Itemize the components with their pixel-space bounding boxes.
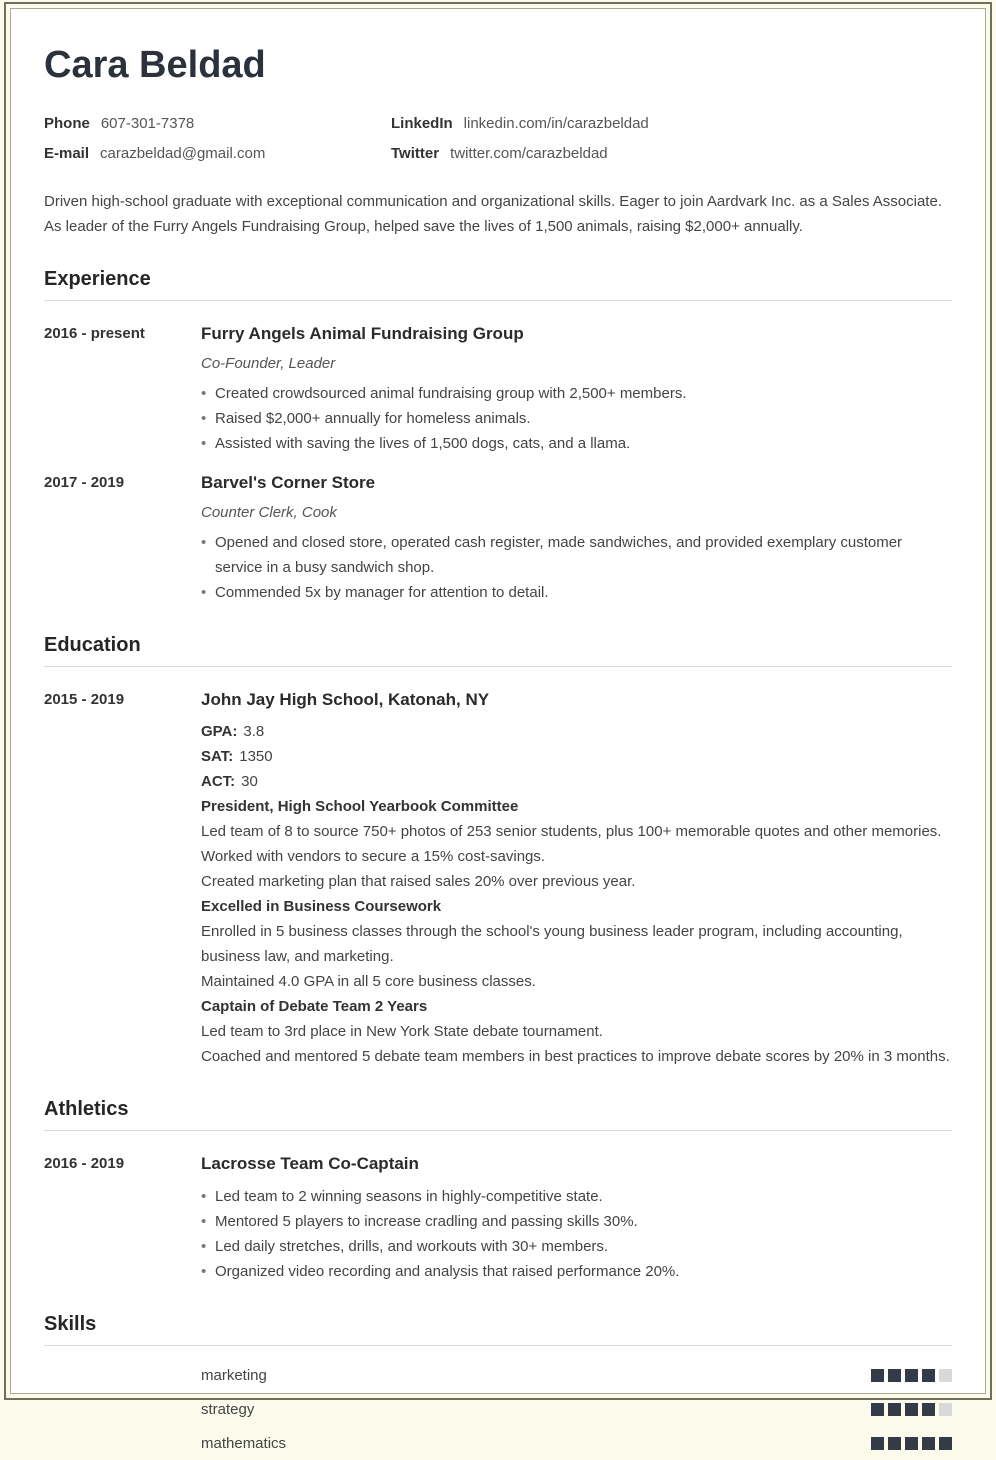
education-detail: Created marketing plan that raised sales 20% over previous year. xyxy=(201,873,636,890)
bullet-item xyxy=(201,1209,952,1234)
professional-summary: Driven high-school graduate with exceptional communication and organizational skills. Eager to join Aardvark Inc. as a Sales Associate. As leader of the Furry Angels Fundraising Group, helped save the lives of 1,500 animals, raising $2,000+ annually. xyxy=(44,193,942,235)
stat-value: 3.8 xyxy=(243,723,265,740)
twitter-label: Twitter xyxy=(391,145,440,162)
contact-info xyxy=(44,115,952,162)
section-heading-skills: Skills xyxy=(44,1313,952,1346)
skill-square-filled xyxy=(922,1437,935,1450)
resume-page xyxy=(10,8,986,1452)
entry-title: Barvel's Corner Store xyxy=(201,473,376,492)
skill-square-filled xyxy=(939,1437,952,1450)
bullet-item xyxy=(201,431,952,456)
education-entry xyxy=(44,689,952,1069)
skill-square-empty xyxy=(939,1369,952,1382)
contact-linkedin xyxy=(391,115,952,132)
page-frame xyxy=(4,2,992,1452)
bullet-item xyxy=(201,1184,952,1209)
bullet-item xyxy=(201,381,952,406)
skill-square-empty xyxy=(939,1403,952,1416)
bullet-text: Mentored 5 players to increase cradling and passing skills 30%. xyxy=(215,1213,638,1230)
education-details xyxy=(201,719,952,1069)
entry-date: 2016 - 2019 xyxy=(44,1155,125,1172)
stat-label: ACT: xyxy=(201,773,236,790)
phone-label: Phone xyxy=(44,115,90,132)
skill-row xyxy=(44,1392,952,1426)
twitter-value: twitter.com/carazbeldad xyxy=(450,145,608,162)
bullet-text: Commended 5x by manager for attention to detail. xyxy=(215,584,549,601)
skill-row xyxy=(44,1426,952,1460)
skill-label: strategy xyxy=(201,1400,255,1418)
skill-square-filled xyxy=(871,1403,884,1416)
skill-square-filled xyxy=(905,1403,918,1416)
bullet-dot xyxy=(201,381,215,406)
school-name: John Jay High School, Katonah, NY xyxy=(201,690,490,709)
education-detail: Maintained 4.0 GPA in all 5 core business classes. xyxy=(201,973,536,990)
stat-line xyxy=(201,744,952,769)
contact-phone xyxy=(44,115,391,132)
bullet-text: Raised $2,000+ annually for homeless animals. xyxy=(215,410,531,427)
bullet-dot xyxy=(201,1209,215,1234)
bullet-dot xyxy=(201,431,215,456)
skill-level-indicator xyxy=(871,1437,952,1450)
skill-square-filled xyxy=(905,1369,918,1382)
stat-line xyxy=(201,769,952,794)
entry-subtitle: Counter Clerk, Cook xyxy=(201,504,337,521)
education-detail-heading: President, High School Yearbook Committee xyxy=(201,798,519,815)
skill-label: marketing xyxy=(201,1366,267,1384)
bullet-list xyxy=(201,1184,952,1284)
skill-square-filled xyxy=(905,1437,918,1450)
contact-twitter xyxy=(391,145,952,162)
education-detail: Worked with vendors to secure a 15% cost-savings. xyxy=(201,848,546,865)
linkedin-label: LinkedIn xyxy=(391,115,453,132)
skills-list xyxy=(44,1358,952,1460)
skill-square-filled xyxy=(922,1403,935,1416)
bullet-text: Organized video recording and analysis that raised performance 20%. xyxy=(215,1263,680,1280)
skill-square-filled xyxy=(888,1437,901,1450)
education-detail: Coached and mentored 5 debate team members in best practices to improve debate scores by 20% in 3 months. xyxy=(201,1048,950,1065)
section-heading-athletics: Athletics xyxy=(44,1098,952,1131)
education-detail: Led team of 8 to source 750+ photos of 253 senior students, plus 100+ memorable quotes and other memories. xyxy=(201,823,942,840)
section-heading-experience: Experience xyxy=(44,268,952,301)
entry-date: 2015 - 2019 xyxy=(44,691,125,708)
bullet-dot xyxy=(201,1234,215,1259)
entry-body xyxy=(201,689,952,1069)
skill-level-indicator xyxy=(871,1403,952,1416)
section-heading-education: Education xyxy=(44,634,952,667)
stat-value: 1350 xyxy=(239,748,273,765)
stat-value: 30 xyxy=(241,773,258,790)
experience-entry xyxy=(44,472,952,605)
bullet-text: Led daily stretches, drills, and workouts with 30+ members. xyxy=(215,1238,609,1255)
entry-body xyxy=(201,323,952,456)
phone-value: 607-301-7378 xyxy=(100,115,195,132)
bullet-dot xyxy=(201,530,215,580)
entry-subtitle: Co-Founder, Leader xyxy=(201,355,336,372)
bullet-text: Opened and closed store, operated cash register, made sandwiches, and provided exemplary customer service in a busy sandwich shop. xyxy=(215,534,903,576)
skill-square-filled xyxy=(871,1437,884,1450)
linkedin-value: linkedin.com/in/carazbeldad xyxy=(463,115,649,132)
education-detail: Enrolled in 5 business classes through the school's young business leader program, including accounting, business law, and marketing. xyxy=(201,923,903,965)
bullet-item xyxy=(201,406,952,431)
entry-body xyxy=(201,472,952,605)
education-detail: Led team to 3rd place in New York State debate tournament. xyxy=(201,1023,603,1040)
bullet-list xyxy=(201,530,952,605)
email-value: carazbeldad@gmail.com xyxy=(100,145,266,162)
bullet-item xyxy=(201,530,952,580)
bullet-text: Led team to 2 winning seasons in highly-competitive state. xyxy=(215,1188,603,1205)
bullet-text: Created crowdsourced animal fundraising group with 2,500+ members. xyxy=(215,385,687,402)
stat-label: SAT: xyxy=(201,748,234,765)
skill-level-indicator xyxy=(871,1369,952,1382)
contact-email xyxy=(44,145,391,162)
education-detail-heading: Captain of Debate Team 2 Years xyxy=(201,998,428,1015)
bullet-dot xyxy=(201,1184,215,1209)
entry-title: Furry Angels Animal Fundraising Group xyxy=(201,324,524,343)
stat-line xyxy=(201,719,952,744)
skill-square-filled xyxy=(888,1403,901,1416)
skill-square-filled xyxy=(922,1369,935,1382)
skill-row xyxy=(44,1358,952,1392)
entry-title: Lacrosse Team Co-Captain xyxy=(201,1154,419,1173)
bullet-list xyxy=(201,381,952,456)
bullet-dot xyxy=(201,580,215,605)
skill-square-filled xyxy=(888,1369,901,1382)
stat-label: GPA: xyxy=(201,723,238,740)
bullet-dot xyxy=(201,1259,215,1284)
skill-label: mathematics xyxy=(201,1434,287,1452)
entry-body xyxy=(201,1153,952,1284)
bullet-item xyxy=(201,1234,952,1259)
bullet-dot xyxy=(201,406,215,431)
bullet-item xyxy=(201,580,952,605)
skill-square-filled xyxy=(871,1369,884,1382)
athletics-entry xyxy=(44,1153,952,1284)
email-label: E-mail xyxy=(44,145,90,162)
education-detail-heading: Excelled in Business Coursework xyxy=(201,898,442,915)
entry-date: 2017 - 2019 xyxy=(44,474,125,491)
bullet-item xyxy=(201,1259,952,1284)
bullet-text: Assisted with saving the lives of 1,500 dogs, cats, and a llama. xyxy=(215,435,631,452)
candidate-name: Cara Beldad xyxy=(44,44,266,86)
experience-entry xyxy=(44,323,952,456)
entry-date: 2016 - present xyxy=(44,325,145,342)
